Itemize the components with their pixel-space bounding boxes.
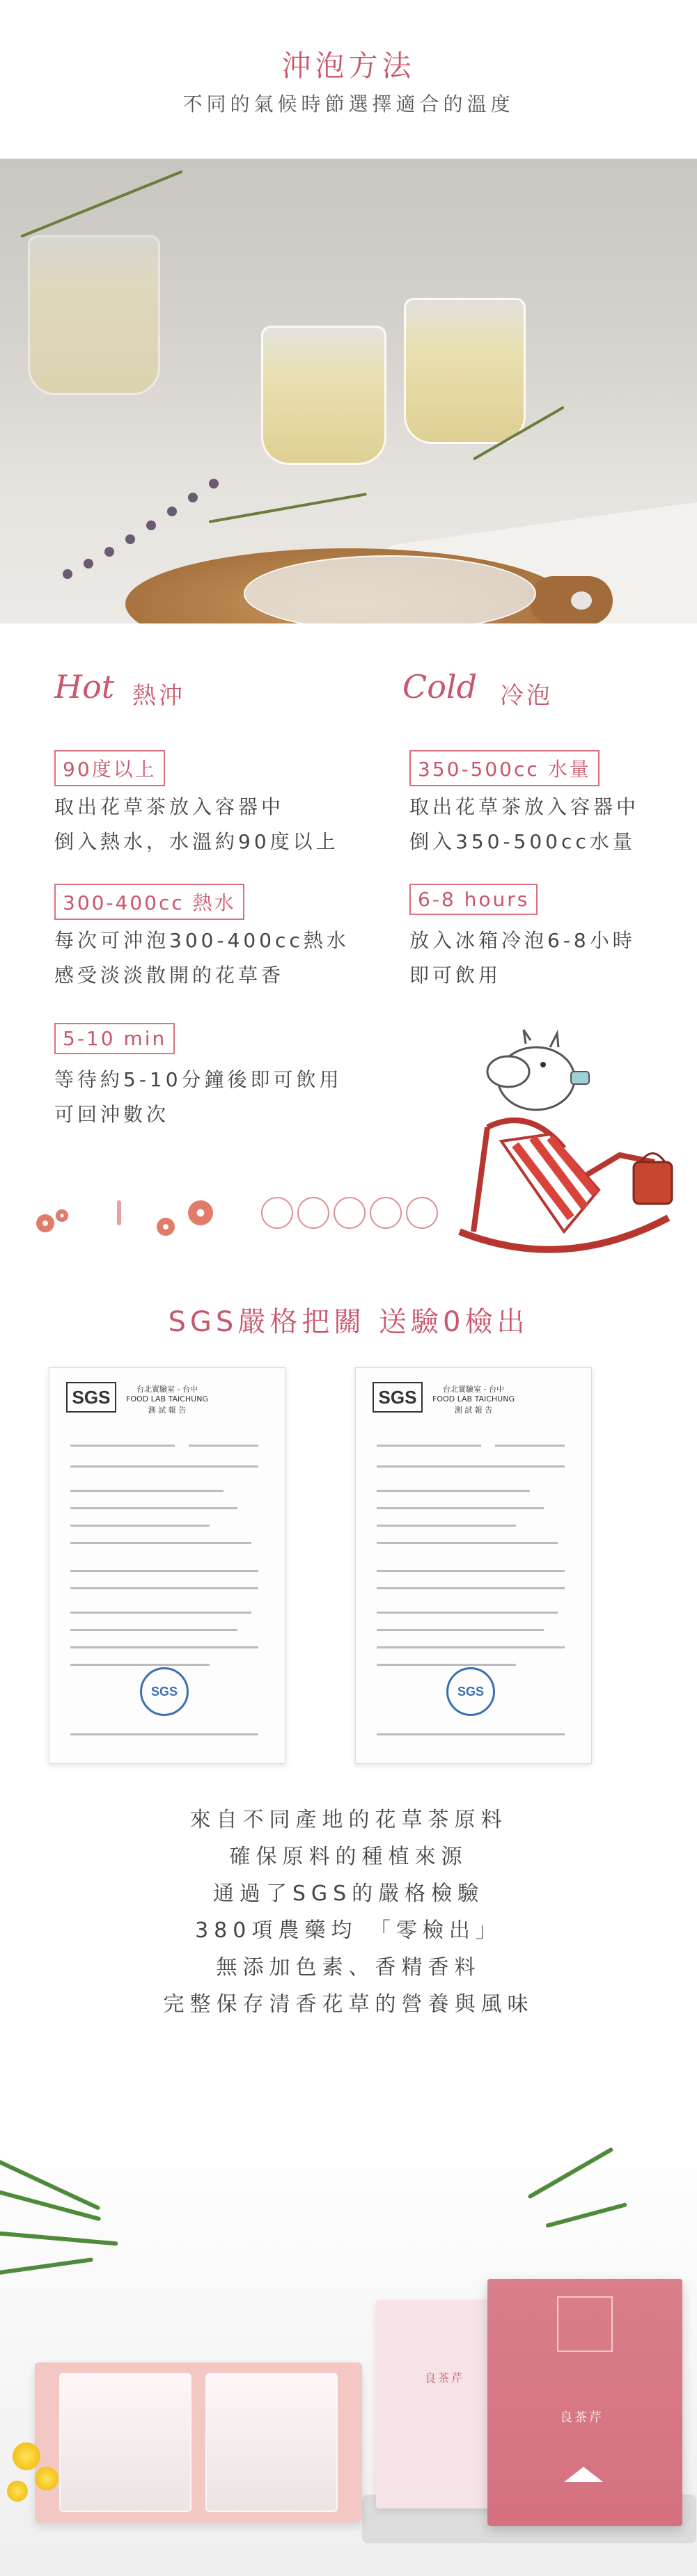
cert-text-line xyxy=(377,1465,565,1468)
cert-header-1: 台北實驗室 - 台中 xyxy=(443,1385,504,1394)
lavender-bud xyxy=(146,520,156,530)
flower-icon xyxy=(157,1218,175,1236)
fern-leaf xyxy=(0,2188,101,2221)
lavender-bud xyxy=(188,493,198,502)
fern-leaf xyxy=(0,2230,118,2246)
fern-leaf xyxy=(0,2154,100,2211)
intro-line-5: 無添加色素、香精香料 xyxy=(216,1955,481,1980)
mountain-icon xyxy=(564,2467,603,2482)
gift-box-lid xyxy=(487,2279,682,2526)
flower-icon xyxy=(56,1209,68,1222)
intro-line-2: 確保原料的種植來源 xyxy=(229,1845,468,1869)
hot-desc-1b: 倒入熱水，水溫約90度以上 xyxy=(54,830,339,853)
cert-text-line xyxy=(495,1445,565,1447)
circle-icon xyxy=(297,1197,329,1229)
sgs-logo: SGS xyxy=(66,1382,116,1413)
sgs-stamp: SGS xyxy=(446,1667,495,1716)
cert-text-line xyxy=(70,1570,258,1572)
cert-text-line xyxy=(377,1570,565,1572)
lavender-bud xyxy=(209,479,219,488)
cert-text-line xyxy=(70,1629,237,1631)
cert-text-line xyxy=(70,1587,258,1589)
tea-bag-left xyxy=(59,2373,191,2512)
fern-leaf xyxy=(0,2257,93,2276)
cert-text-line xyxy=(377,1664,516,1666)
yellow-flower xyxy=(13,2442,40,2470)
cert-text-line xyxy=(377,1587,565,1589)
gift-box-inner xyxy=(376,2300,494,2509)
cert-text-line xyxy=(70,1733,258,1735)
cold-desc-1b: 倒入350-500cc水量 xyxy=(409,830,636,853)
circle-icon xyxy=(370,1197,402,1229)
hot-script: Hot xyxy=(54,668,115,706)
sgs-stamp: SGS xyxy=(140,1667,189,1716)
intro-line-6: 完整保存清香花草的營養與風味 xyxy=(163,1992,534,2017)
leaf-icon xyxy=(117,1200,121,1225)
fern-leaf xyxy=(527,2147,613,2199)
sgs-title: SGS嚴格把關 送驗0檢出 xyxy=(168,1306,529,1338)
intro-line-1: 來自不同產地的花草茶原料 xyxy=(189,1808,508,1832)
tea-glass-left xyxy=(261,326,386,465)
cert-text-line xyxy=(70,1465,258,1468)
sgs-certificate-right xyxy=(355,1367,592,1764)
circle-icon xyxy=(406,1197,438,1229)
intro-line-4: 380項農藥均 「零檢出」 xyxy=(195,1918,502,1943)
cert-text-line xyxy=(70,1542,251,1544)
cert-text-line xyxy=(377,1445,481,1447)
cold-desc-2a: 放入冰箱冷泡6-8小時 xyxy=(409,929,636,952)
brand-label-lid: 良茶芹 xyxy=(560,2410,604,2425)
hot-desc-2b: 感受淡淡散開的花草香 xyxy=(54,964,285,987)
tea-bag-right xyxy=(205,2373,338,2512)
cold-desc-1a: 取出花草茶放入容器中 xyxy=(409,795,640,818)
hot-tag-1: 90度以上 xyxy=(54,750,165,786)
hot-tag-3: 5-10 min xyxy=(54,1023,175,1054)
cold-tag-1: 350-500cc 水量 xyxy=(409,750,600,786)
cert-text-line xyxy=(70,1525,210,1527)
cert-text-line xyxy=(377,1733,565,1735)
sgs-logo: SGS xyxy=(373,1382,423,1413)
cold-label: 冷泡 xyxy=(500,682,553,710)
cert-text-line xyxy=(70,1646,258,1648)
brand-label-inner: 良茶芹 xyxy=(425,2371,465,2385)
hot-desc-3a: 等待約5-10分鐘後即可飲用 xyxy=(54,1068,343,1091)
cert-text-line xyxy=(70,1612,251,1614)
flower-icon xyxy=(36,1214,54,1232)
cert-text-line xyxy=(70,1490,224,1492)
yellow-flower xyxy=(7,2481,28,2502)
hot-desc-3b: 可回沖數次 xyxy=(54,1103,170,1126)
cert-header-3: 測 試 報 告 xyxy=(148,1406,187,1415)
circle-icon xyxy=(261,1197,293,1229)
cert-text-line xyxy=(377,1525,516,1527)
cert-text-line xyxy=(377,1629,544,1631)
thyme-sprig xyxy=(209,493,367,523)
brew-subtitle: 不同的氣候時節選擇適合的溫度 xyxy=(182,93,515,116)
lavender-bud xyxy=(63,569,72,579)
cert-text-line xyxy=(189,1445,258,1447)
cert-text-line xyxy=(70,1507,237,1509)
brew-title: 沖泡方法 xyxy=(281,49,416,83)
yellow-flower xyxy=(35,2467,58,2490)
cert-header-1: 台北實驗室 - 台中 xyxy=(136,1385,198,1394)
hot-desc-2a: 每次可沖泡300-400cc熱水 xyxy=(54,929,350,952)
box-pattern xyxy=(557,2296,613,2352)
sgs-certificate-left xyxy=(49,1367,285,1764)
cold-tag-2: 6-8 hours xyxy=(409,884,538,915)
cert-text-line xyxy=(70,1664,210,1666)
intro-line-3: 通過了SGS的嚴格檢驗 xyxy=(212,1882,485,1906)
cert-text-line xyxy=(70,1445,175,1447)
moomin-illustration xyxy=(446,1023,682,1259)
cold-script: Cold xyxy=(402,668,478,706)
hot-tag-2: 300-400cc 熱水 xyxy=(54,884,244,920)
cert-header-2: FOOD LAB TAICHUNG xyxy=(126,1394,208,1404)
circle-icon xyxy=(334,1197,366,1229)
hot-desc-1a: 取出花草茶放入容器中 xyxy=(54,795,285,818)
board-hole xyxy=(571,591,592,610)
background-glass xyxy=(28,235,160,395)
tea-glass-right xyxy=(404,298,526,444)
cert-text-line xyxy=(377,1646,565,1648)
cold-desc-2b: 即可飲用 xyxy=(409,964,502,987)
lavender-bud xyxy=(104,547,114,557)
tea-photo xyxy=(0,159,697,623)
flower-icon xyxy=(188,1200,213,1225)
cert-text-line xyxy=(377,1542,558,1544)
hot-label: 熱沖 xyxy=(132,682,185,710)
cert-header-2: FOOD LAB TAICHUNG xyxy=(432,1394,515,1404)
lavender-bud xyxy=(167,507,177,516)
cert-text-line xyxy=(377,1490,530,1492)
fern-leaf xyxy=(545,2202,627,2228)
cert-header-3: 測 試 報 告 xyxy=(454,1406,493,1415)
moomin-rocking-chair-icon xyxy=(446,1023,682,1259)
lavender-bud xyxy=(125,534,135,544)
cert-text-line xyxy=(377,1507,544,1509)
cert-text-line xyxy=(377,1612,558,1614)
thyme-sprig xyxy=(20,170,182,237)
lavender-bud xyxy=(84,559,93,569)
